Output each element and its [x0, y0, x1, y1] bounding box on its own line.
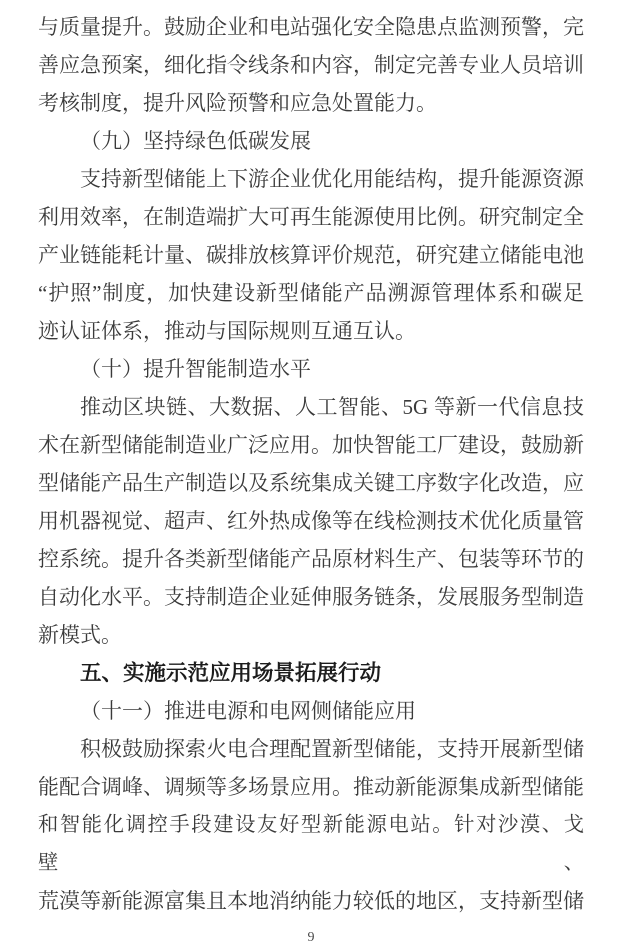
text-line: “护照”制度，加快建设新型储能产品溯源管理体系和碳足 [38, 281, 584, 305]
text-line: 自动化水平。支持制造企业延伸服务链条，发展服务型制造 [38, 585, 584, 609]
text-line: 善应急预案，细化指令线条和内容，制定完善专业人员培训 [38, 53, 584, 77]
text-line: 与质量提升。鼓励企业和电站强化安全隐患点监测预警，完 [38, 15, 584, 39]
text-line: 支持新型储能上下游企业优化用能结构，提升能源资源 [80, 167, 584, 191]
text-line: 利用效率，在制造端扩大可再生能源使用比例。研究制定全 [38, 205, 584, 229]
text-line: 型储能产品生产制造以及系统集成关键工序数字化改造，应 [38, 471, 584, 495]
section-heading: （九）坚持绿色低碳发展 [80, 129, 311, 153]
text-line: 控系统。提升各类新型储能产品原材料生产、包装等环节的 [38, 547, 584, 571]
section-heading: （十）提升智能制造水平 [80, 357, 311, 381]
text-line: 推动区块链、大数据、人工智能、5G 等新一代信息技 [80, 395, 584, 419]
text-line: 术在新型储能制造业广泛应用。加快智能工厂建设，鼓励新 [38, 433, 584, 457]
text-line: 用机器视觉、超声、红外热成像等在线检测技术优化质量管 [38, 509, 584, 533]
section-heading: （十一）推进电源和电网侧储能应用 [80, 699, 416, 723]
text-line: 和智能化调控手段建设友好型新能源电站。针对沙漠、戈壁、 [38, 814, 584, 874]
text-line: 积极鼓励探索火电合理配置新型储能，支持开展新型储 [80, 737, 584, 761]
page-number: 9 [307, 930, 315, 945]
text-line: 新模式。 [38, 623, 122, 647]
text-line: 迹认证体系，推动与国际规则互通互认。 [38, 319, 416, 343]
text-line: 能配合调峰、调频等多场景应用。推动新能源集成新型储能 [38, 775, 584, 799]
text-line: 荒漠等新能源富集且本地消纳能力较低的地区，支持新型储 [38, 889, 584, 913]
text-line: 考核制度，提升风险预警和应急处置能力。 [38, 91, 437, 115]
chapter-heading: 五、实施示范应用场景拓展行动 [80, 661, 382, 685]
text-line: 产业链能耗计量、碳排放核算评价规范，研究建立储能电池 [38, 243, 584, 267]
